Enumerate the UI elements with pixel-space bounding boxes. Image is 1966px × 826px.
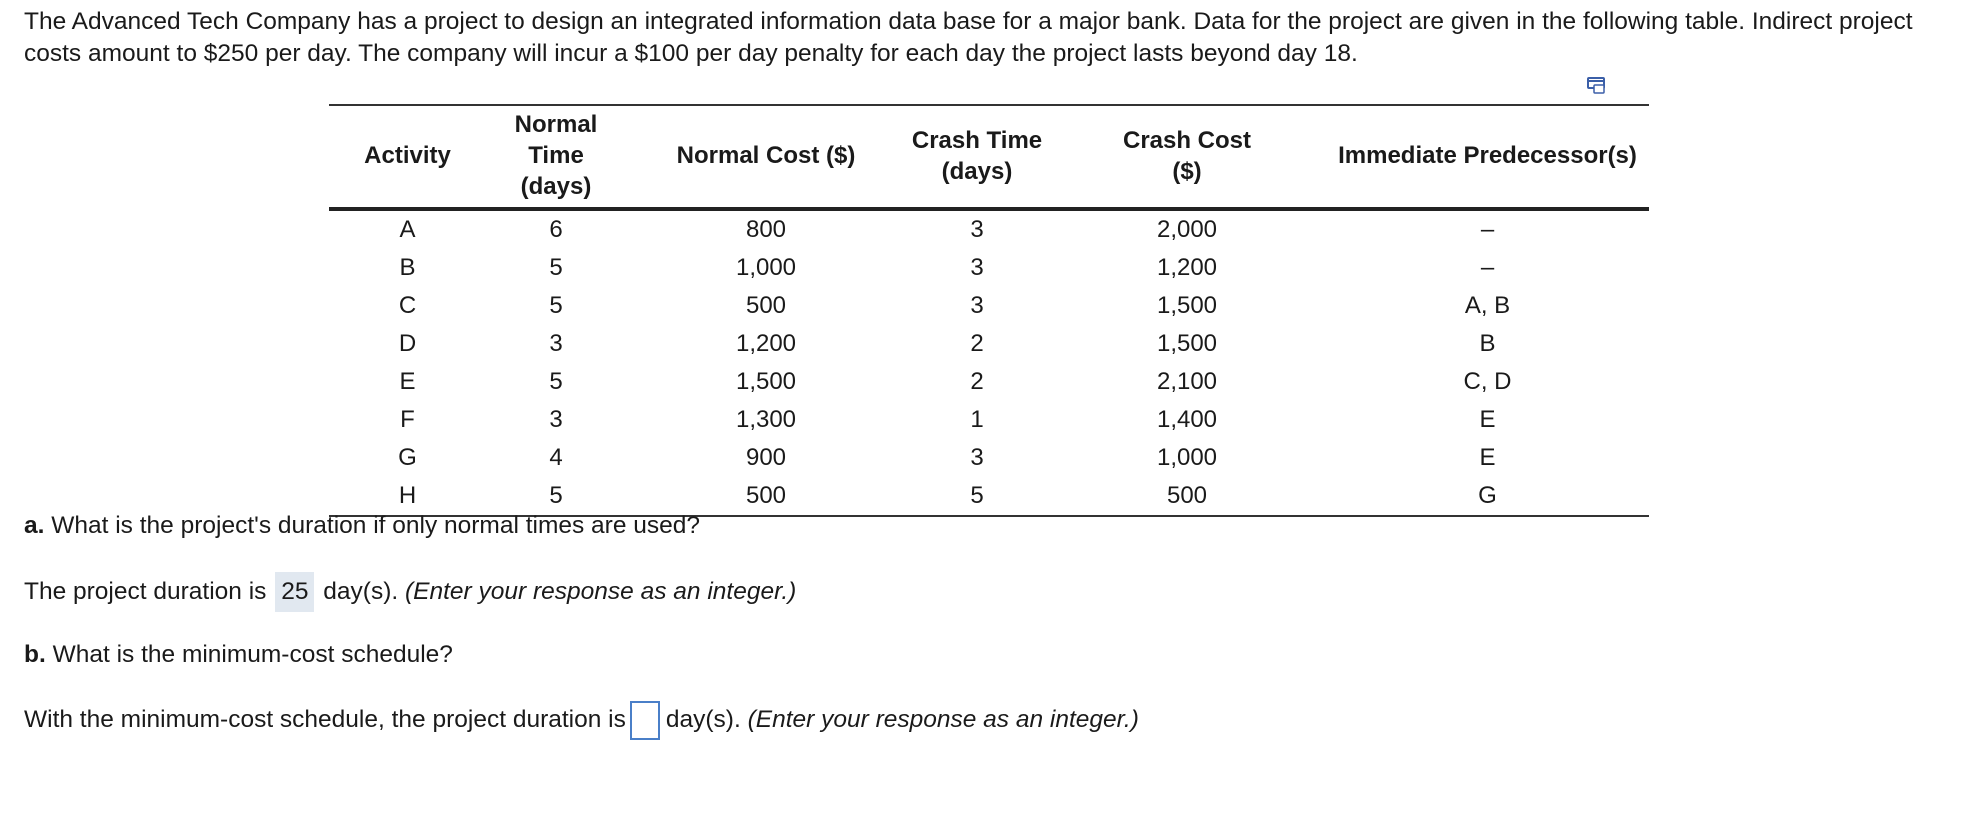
part-b-answer-line: [24, 701, 1139, 740]
header-crash-cost: Crash Cost ($): [1048, 105, 1326, 209]
part-a-answer-suffix: day(s).: [323, 578, 399, 605]
part-a-answer-prefix: The project duration is: [24, 578, 267, 605]
cell-crash-cost: 1,200: [1156, 254, 1218, 281]
cell-predecessors: G: [1478, 482, 1497, 509]
cell-crash-cost: 500: [1166, 482, 1208, 509]
table-row: [329, 325, 1649, 363]
cell-normal-time: 4: [549, 444, 563, 471]
cell-normal-time: 5: [549, 292, 563, 319]
cell-normal-cost: 1,200: [735, 330, 797, 357]
part-b-answer-input[interactable]: [630, 701, 660, 740]
cell-normal-cost: 1,000: [735, 254, 797, 281]
cell-predecessors: A, B: [1464, 292, 1511, 319]
cell-predecessors: C, D: [1463, 368, 1512, 395]
cell-crash-cost: 1,500: [1156, 292, 1218, 319]
part-b-text: What is the minimum-cost schedule?: [45, 641, 453, 668]
problem-statement: The Advanced Tech Company has a project to design an integrated information data base for a major bank. Data for the project are given in the following table. Indirect project costs amount to $250 per day. The company will incur a $100 per day penalty for each day the project lasts beyond day 18.: [24, 8, 1913, 67]
cell-crash-time: 3: [970, 216, 984, 243]
table-row: [329, 439, 1649, 477]
cell-activity: F: [400, 406, 415, 433]
cell-activity: H: [398, 482, 417, 509]
cell-crash-cost: 2,000: [1156, 216, 1218, 243]
cell-normal-cost: 1,500: [735, 368, 797, 395]
part-b-hint: (Enter your response as an integer.): [747, 705, 1139, 733]
header-predecessors: Immediate Predecessor(s): [1326, 105, 1649, 209]
part-a-question: [24, 511, 700, 541]
part-a-hint: (Enter your response as an integer.): [405, 578, 797, 605]
part-a-text: What is the project's duration if only normal times are used?: [44, 512, 701, 539]
header-normal-cost: Normal Cost ($): [626, 105, 906, 209]
copy-table-icon[interactable]: [1586, 76, 1610, 96]
header-crash-time: Crash Time (days): [906, 105, 1048, 209]
cell-activity: C: [398, 292, 417, 319]
cell-crash-cost: 1,500: [1156, 330, 1218, 357]
cell-crash-time: 1: [970, 406, 984, 433]
cell-activity: G: [398, 444, 417, 471]
cell-normal-time: 3: [549, 330, 563, 357]
cell-crash-cost: 1,000: [1156, 444, 1218, 471]
cell-activity: E: [399, 368, 416, 395]
cell-normal-cost: 800: [745, 216, 787, 243]
cell-predecessors: E: [1479, 406, 1496, 433]
cell-normal-time: 3: [549, 406, 563, 433]
header-normal-time: Normal Time (days): [486, 105, 626, 209]
table-header-row: [329, 105, 1649, 209]
cell-crash-cost: 1,400: [1156, 406, 1218, 433]
header-activity: Activity: [329, 105, 486, 209]
cell-predecessors: E: [1479, 444, 1496, 471]
cell-normal-cost: 500: [745, 292, 787, 319]
cell-activity: A: [399, 216, 416, 243]
cell-crash-time: 5: [970, 482, 984, 509]
cell-normal-cost: 500: [745, 482, 787, 509]
table-row: [329, 363, 1649, 401]
part-b-answer-prefix: With the minimum-cost schedule, the project duration is: [24, 705, 626, 733]
part-a-answer-line: [24, 572, 796, 612]
cell-normal-time: 5: [549, 368, 563, 395]
table-row: [329, 249, 1649, 287]
table-row: [329, 209, 1649, 249]
table-row: [329, 287, 1649, 325]
cell-predecessors: –: [1480, 254, 1495, 281]
cell-crash-time: 2: [970, 330, 984, 357]
cell-predecessors: –: [1480, 216, 1495, 243]
cell-normal-time: 6: [549, 216, 563, 243]
cell-normal-cost: 1,300: [735, 406, 797, 433]
cell-activity: D: [398, 330, 417, 357]
cell-normal-time: 5: [549, 254, 563, 281]
cell-crash-time: 2: [970, 368, 984, 395]
table-row: [329, 401, 1649, 439]
cell-crash-time: 3: [970, 254, 984, 281]
cell-crash-cost: 2,100: [1156, 368, 1218, 395]
part-b-answer-suffix: day(s).: [665, 705, 741, 733]
cell-normal-cost: 900: [745, 444, 787, 471]
cell-crash-time: 3: [970, 292, 984, 319]
part-a-label: a.: [24, 512, 45, 539]
cell-activity: B: [399, 254, 416, 281]
project-data-table: [329, 104, 1649, 517]
part-a-answer-field[interactable]: 25: [275, 572, 314, 612]
part-b-label: b.: [24, 641, 46, 668]
cell-predecessors: B: [1479, 330, 1496, 357]
part-b-question: [24, 640, 453, 670]
cell-crash-time: 3: [970, 444, 984, 471]
cell-normal-time: 5: [549, 482, 563, 509]
